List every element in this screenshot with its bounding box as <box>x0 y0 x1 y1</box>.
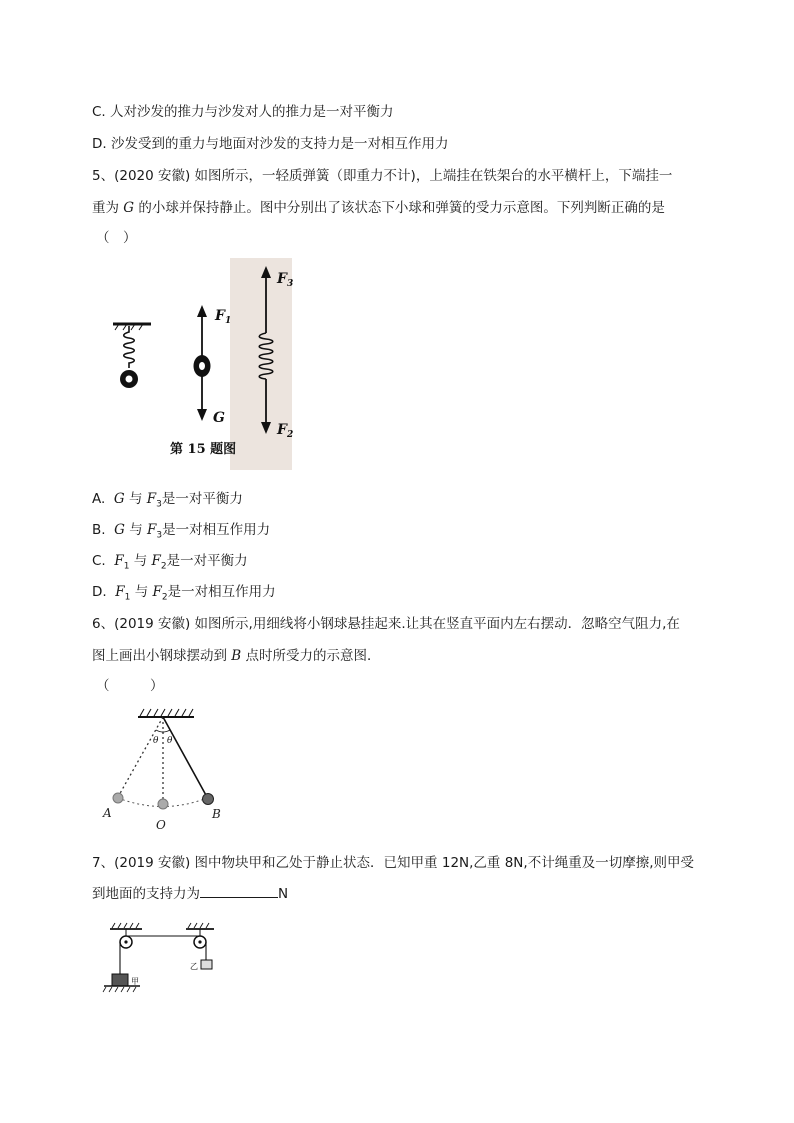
answer-blank[interactable] <box>200 885 278 898</box>
hanging-spring-ball <box>113 324 151 388</box>
label-f3: F <box>277 271 287 287</box>
q5-answer-paren: （ ） <box>96 230 137 246</box>
q5-option-d: D. $F_1$ 与 $F_2$是一对相互作用力 <box>92 584 276 603</box>
q5-stem-line2: 重为 G 的小球并保持静止。图中分别出了该状态下小球和弹簧的受力示意图。下列判断正确的是 <box>92 200 665 216</box>
label-b: B <box>212 807 221 821</box>
string-to-b <box>163 717 207 797</box>
svg-text:F1: $F_1$ <box>215 308 232 326</box>
label-o: O <box>156 818 166 832</box>
string-to-a <box>118 717 163 797</box>
label-a: A <box>103 806 112 820</box>
q7-stem-line1: 7、(2019 安徽) 图中物块甲和乙处于静止状态．已知甲重 12N,乙重 8N,不计绳重及一切摩擦,则甲受 <box>92 855 694 871</box>
ball-force-diagram <box>194 305 232 426</box>
q7-pulley-figure <box>100 922 230 997</box>
q6-pendulum-figure <box>100 705 240 835</box>
ball-o <box>158 799 168 809</box>
q5-option-c: C. $F_1$ 与 $F_2$是一对平衡力 <box>92 553 248 572</box>
ceiling-hatch <box>140 709 193 716</box>
block-jia <box>112 974 128 986</box>
block-yi <box>201 960 212 969</box>
svg-text:F2: $F_2$ <box>277 422 294 440</box>
label-f2: F <box>277 422 287 438</box>
q7-stem-line2: 到地面的支持力为 N <box>92 886 289 902</box>
theta-right: θ <box>167 736 173 746</box>
q6-stem-line1: 6、(2019 安徽) 如图所示,用细线将小钢球悬挂起来.让其在竖直平面内左右摆动．忽略空气阻力,在 <box>92 616 680 632</box>
ball-b <box>203 794 214 805</box>
q5-stem-line1: 5、(2020 安徽) 如图所示，一轻质弹簧（即重力不计)，上端挂在铁架台的水平横杆上，下端挂一 <box>92 168 673 184</box>
var-g: G <box>123 200 135 216</box>
label-f1: F <box>215 308 225 324</box>
figure-caption: 第 15 题图 <box>170 442 237 457</box>
q4-option-d: D. 沙发受到的重力与地面对沙发的支持力是一对相互作用力 <box>92 136 449 152</box>
label-g: G <box>213 410 225 426</box>
q5-spring-figure <box>105 258 305 473</box>
q6-answer-paren: （ ） <box>96 678 164 694</box>
ball-a <box>113 793 123 803</box>
q6-stem-line2: 图上画出小钢球摆动到 B 点时所受力的示意图． <box>92 648 381 664</box>
label-jia: 甲 <box>131 977 139 986</box>
theta-left: θ <box>153 736 159 746</box>
var-b: B <box>231 648 242 664</box>
label-yi: 乙 <box>190 962 198 971</box>
svg-text:F3: $F_3$ <box>277 271 294 289</box>
q5-option-a: A. G 与 $F_3$是一对平衡力 <box>92 491 243 510</box>
q5-option-b: B. G 与 $F_3$是一对相互作用力 <box>92 522 271 541</box>
q4-option-c: C. 人对沙发的推力与沙发对人的推力是一对平衡力 <box>92 104 394 120</box>
figure-paper-shade <box>230 258 292 470</box>
